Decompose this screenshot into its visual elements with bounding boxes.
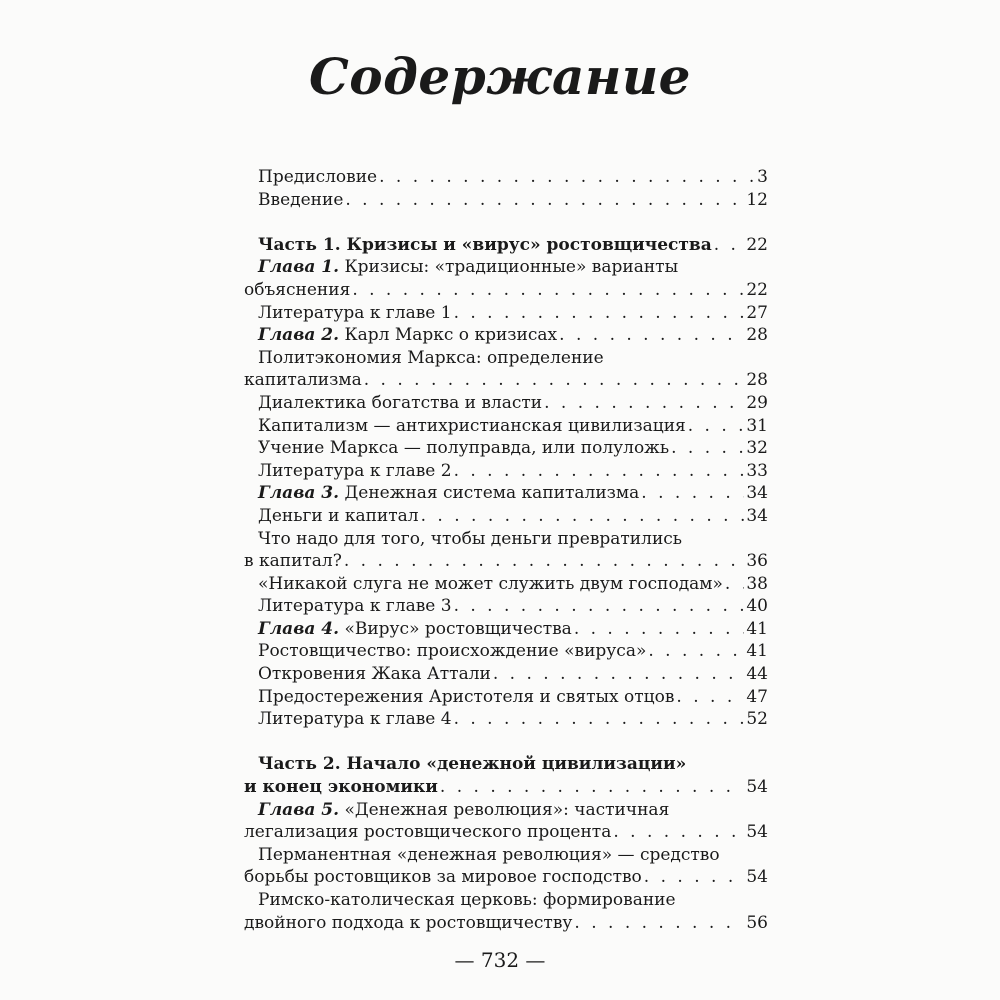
toc-page-number: 33: [746, 460, 768, 481]
toc-entry: [244, 573, 768, 596]
toc-entry-line1: [244, 347, 768, 370]
chapter-label: Глава 4.: [258, 618, 340, 639]
toc-chapter-1-line2: [244, 279, 768, 302]
dot-leader: [676, 686, 744, 709]
toc-page-number: 41: [746, 641, 768, 662]
toc-entry-line2: [244, 550, 768, 573]
toc-entry-title: Кризисы: «традиционные» варианты: [344, 257, 679, 278]
dot-leader: [379, 166, 755, 189]
dot-leader: [493, 663, 745, 686]
dot-leader: [725, 573, 744, 596]
toc-entry-title: Политэкономия Маркса: определение: [258, 347, 604, 368]
toc-entry-title: «Вирус» ростовщичества: [344, 618, 572, 639]
dot-leader: [559, 324, 744, 347]
toc-entry-title: Откровения Жака Аттали: [258, 664, 491, 685]
toc-entry: [244, 460, 768, 483]
toc-entry-line1: [244, 528, 768, 551]
toc-page-number: 27: [746, 302, 768, 323]
toc-part-title-continued: и конец экономики: [244, 777, 438, 798]
toc-entry-title-continued: в капитал?: [244, 551, 342, 572]
toc-page-number: 47: [746, 686, 768, 707]
section-gap: [244, 211, 768, 234]
toc-entry-title-continued: легализация ростовщического процента: [244, 822, 612, 843]
dot-leader: [574, 618, 745, 641]
toc-entry: [244, 392, 768, 415]
toc-entry: [244, 415, 768, 438]
dot-leader: [671, 437, 744, 460]
toc-entry-introduction: [244, 189, 768, 212]
toc-chapter-1-line1: [244, 256, 768, 279]
dot-leader: [345, 189, 744, 212]
toc-entry-title: Ростовщичество: происхождение «вируса»: [258, 641, 647, 662]
toc-chapter-5-line2: [244, 821, 768, 844]
toc-entry: [244, 302, 768, 325]
dot-leader: [454, 302, 745, 325]
toc-entry: [244, 663, 768, 686]
toc-entry-line2: [244, 912, 768, 935]
toc-entry-title: «Денежная революция»: частичная: [344, 799, 670, 820]
toc-entry-line2: [244, 369, 768, 392]
page-number-footer: — 732 —: [454, 948, 546, 972]
toc-page-number: 3: [757, 167, 768, 187]
chapter-label: Глава 1.: [258, 257, 340, 278]
toc-page-number: 54: [746, 777, 768, 798]
toc-entry-title-continued: капитализма: [244, 370, 362, 391]
toc-entry-line1: [244, 889, 768, 912]
dot-leader: [352, 279, 744, 302]
toc-entry-title-continued: объяснения: [244, 279, 351, 300]
chapter-label: Глава 5.: [258, 799, 340, 820]
toc-part-1: [244, 234, 768, 257]
dot-leader: [454, 595, 745, 618]
toc-page-number: 38: [746, 573, 768, 594]
dot-leader: [364, 369, 745, 392]
toc-page-number: 12: [746, 189, 768, 210]
toc-page-number: 34: [746, 505, 768, 526]
toc-page-number: 31: [746, 415, 768, 436]
toc-entry-title: Что надо для того, чтобы деньги превратились: [258, 528, 683, 549]
toc-chapter-4: [244, 618, 768, 641]
toc-page-number: 36: [746, 551, 768, 572]
chapter-label: Глава 3.: [258, 483, 340, 504]
toc-page-number: 54: [746, 822, 768, 843]
toc-entry-title: Денежная система капитализма: [344, 483, 640, 504]
toc-entry-title: «Никакой слуга не может служить двум господам»: [258, 573, 723, 594]
toc-entry-title: Перманентная «денежная революция» — средство: [258, 844, 720, 865]
toc-entry-title: Римско-католическая церковь: формирование: [258, 890, 676, 910]
toc-page-number: 34: [746, 483, 768, 504]
chapter-label: Глава 2.: [258, 325, 340, 346]
toc-entry: [244, 437, 768, 460]
dot-leader: [574, 912, 744, 935]
toc-entry-title: Литература к главе 2: [258, 460, 452, 481]
toc-entry-title: Введение: [258, 189, 344, 210]
section-gap: [244, 731, 768, 754]
toc-entry: [244, 595, 768, 618]
toc-part-2-line1: [244, 753, 768, 776]
toc-page-number: 22: [746, 234, 768, 255]
dot-leader: [440, 776, 744, 799]
dot-leader: [454, 708, 745, 731]
dot-leader: [688, 415, 745, 438]
toc-entry-line2: [244, 866, 768, 889]
toc-part-title: Часть 1. Кризисы и «вирус» ростовщичества: [258, 234, 712, 255]
table-of-contents: [244, 166, 768, 934]
toc-entry-title: Карл Маркс о кризисах: [344, 325, 558, 346]
toc-page-number: 40: [746, 596, 768, 617]
toc-entry-title: Литература к главе 3: [258, 596, 452, 617]
toc-entry: [244, 505, 768, 528]
toc-chapter-2: [244, 324, 768, 347]
toc-entry: [244, 686, 768, 709]
dot-leader: [544, 392, 744, 415]
toc-entry: [244, 708, 768, 731]
dot-leader: [648, 640, 744, 663]
toc-entry-title: Литература к главе 4: [258, 709, 452, 730]
toc-entry: [244, 640, 768, 663]
toc-page-number: 44: [746, 664, 768, 685]
toc-entry-title: Капитализм — антихристианская цивилизация: [258, 415, 686, 436]
toc-chapter-5-line1: [244, 799, 768, 822]
toc-entry-preface: [244, 166, 768, 189]
toc-part-2-line2: [244, 776, 768, 799]
toc-page-number: 22: [746, 279, 768, 300]
toc-entry-title: Учение Маркса — полуправда, или полуложь: [258, 438, 670, 459]
toc-entry-title-continued: двойного подхода к ростовщичеству: [244, 912, 573, 933]
toc-entry-title: Деньги и капитал: [258, 505, 419, 526]
toc-entry-title: Предисловие: [258, 167, 378, 187]
dot-leader: [714, 234, 745, 257]
toc-page-number: 29: [746, 392, 768, 413]
dot-leader: [421, 505, 745, 528]
dot-leader: [454, 460, 745, 483]
toc-entry-title: Предостережения Аристотеля и святых отцов: [258, 686, 675, 707]
toc-entry-title: Диалектика богатства и власти: [258, 392, 543, 413]
toc-page-number: 54: [746, 867, 768, 888]
toc-page-number: 28: [746, 325, 768, 346]
toc-page-number: 28: [746, 370, 768, 391]
toc-entry-title: Литература к главе 1: [258, 302, 452, 323]
toc-page-number: 32: [746, 438, 768, 459]
dot-leader: [644, 866, 745, 889]
toc-page-number: 52: [746, 709, 768, 730]
toc-page-number: 56: [746, 912, 768, 933]
toc-chapter-3: [244, 482, 768, 505]
dot-leader: [344, 550, 745, 573]
toc-entry-line1: [244, 844, 768, 867]
page-title: Содержание: [309, 47, 691, 106]
toc-page-number: 41: [746, 618, 768, 639]
dot-leader: [613, 821, 744, 844]
toc-entry-title-continued: борьбы ростовщиков за мировое господство: [244, 867, 642, 888]
dot-leader: [641, 482, 744, 505]
toc-part-title: Часть 2. Начало «денежной цивилизации»: [258, 754, 687, 775]
